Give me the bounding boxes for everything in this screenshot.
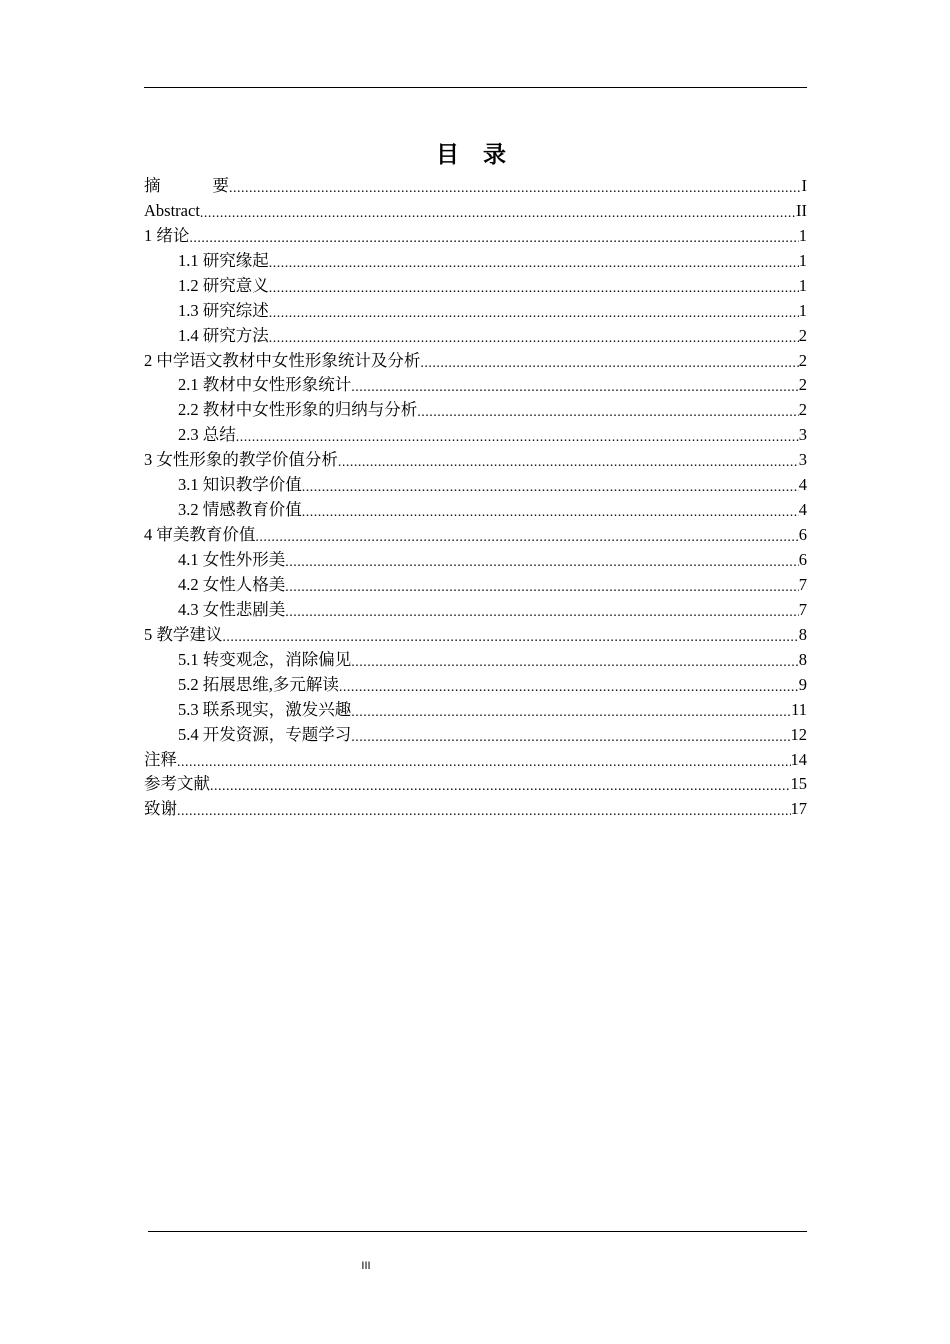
toc-entry-label: 5.4 开发资源，专题学习: [178, 724, 352, 744]
toc-entry[interactable]: [144, 199, 807, 224]
toc-entry[interactable]: [144, 797, 807, 822]
dot-leader: [229, 174, 802, 199]
dot-leader: [177, 748, 791, 773]
toc-entry-label: 2.3 总结: [178, 425, 236, 445]
toc-entry-label: 4.2 女性人格美: [178, 574, 286, 594]
dot-leader: [339, 673, 799, 698]
toc-entry[interactable]: [144, 374, 807, 399]
toc-entry-page: 8: [798, 624, 807, 644]
toc-entry-page: 7: [798, 574, 807, 594]
toc-entry-page: 2: [798, 400, 807, 420]
toc-entry-label: 摘 要: [144, 175, 229, 195]
toc-entry[interactable]: [144, 748, 807, 773]
toc-entry[interactable]: [144, 523, 807, 548]
toc-entry-label: 2.1 教材中女性形象统计: [178, 375, 352, 395]
toc-entry-label: 4.3 女性悲剧美: [178, 599, 286, 619]
dot-leader: [200, 199, 796, 224]
table-of-contents: [144, 174, 807, 822]
toc-entry-page: 7: [798, 599, 807, 619]
toc-title: 目 录: [435, 142, 514, 168]
dot-leader: [351, 723, 790, 748]
toc-entry[interactable]: [144, 498, 807, 523]
toc-entry-label: Abstract: [144, 200, 200, 220]
toc-entry-label: 3.2 情感教育价值: [178, 500, 302, 520]
toc-entry[interactable]: [144, 548, 807, 573]
toc-entry-label: 2.2 教材中女性形象的归纳与分析: [178, 400, 418, 420]
dot-leader: [420, 349, 798, 374]
dot-leader: [417, 398, 799, 423]
toc-entry[interactable]: [144, 598, 807, 623]
toc-entry-page: 1: [798, 275, 807, 295]
dot-leader: [236, 423, 799, 448]
toc-entry-page: 1: [798, 225, 807, 245]
toc-entry-page: 2: [798, 375, 807, 395]
toc-entry-label: 4.1 女性外形美: [178, 550, 286, 570]
toc-entry[interactable]: [144, 249, 807, 274]
dot-leader: [285, 598, 799, 623]
toc-entry-page: 11: [791, 699, 807, 719]
dot-leader: [189, 224, 798, 249]
toc-entry-label: 1 绪论: [144, 225, 190, 245]
dot-leader: [269, 249, 799, 274]
toc-entry-label: 5.2 拓展思维,多元解读: [178, 674, 339, 694]
toc-entry[interactable]: [144, 648, 807, 673]
toc-entry-label: 1.1 研究缘起: [178, 250, 269, 270]
dot-leader: [302, 473, 799, 498]
dot-leader: [269, 274, 799, 299]
toc-entry-page: 3: [798, 450, 807, 470]
dot-leader: [351, 648, 799, 673]
toc-entry-page: I: [801, 175, 807, 195]
toc-entry-label: 5.3 联系现实，激发兴趣: [178, 699, 352, 719]
toc-entry-label: 1.4 研究方法: [178, 325, 269, 345]
dot-leader: [255, 523, 798, 548]
toc-entry-page: 14: [790, 749, 807, 769]
dot-leader: [302, 498, 799, 523]
toc-entry[interactable]: [144, 349, 807, 374]
toc-entry[interactable]: [144, 623, 807, 648]
toc-entry-label: 注释: [144, 749, 177, 769]
footer-rule: [148, 1231, 807, 1232]
dot-leader: [269, 299, 799, 324]
toc-entry-page: 17: [790, 799, 807, 819]
dot-leader: [351, 374, 799, 399]
toc-entry-label: 5 教学建议: [144, 624, 223, 644]
toc-entry-label: 3.1 知识教学价值: [178, 475, 302, 495]
toc-entry-page: 4: [798, 500, 807, 520]
toc-entry-page: 6: [798, 525, 807, 545]
toc-entry[interactable]: [144, 723, 807, 748]
toc-entry-page: 1: [798, 300, 807, 320]
toc-entry-label: 2 中学语文教材中女性形象统计及分析: [144, 350, 421, 370]
header-rule: [144, 87, 807, 88]
toc-entry-label: 5.1 转变观念，消除偏见: [178, 649, 352, 669]
toc-entry-page: 2: [798, 325, 807, 345]
toc-entry-label: 致谢: [144, 799, 177, 819]
toc-entry-label: 参考文献: [144, 774, 210, 794]
dot-leader: [338, 448, 799, 473]
toc-entry-label: 1.3 研究综述: [178, 300, 269, 320]
dot-leader: [285, 548, 799, 573]
toc-entry[interactable]: [144, 324, 807, 349]
toc-entry[interactable]: [144, 698, 807, 723]
page-number: III: [361, 1260, 371, 1272]
toc-entry-label: 3 女性形象的教学价值分析: [144, 450, 338, 470]
toc-entry[interactable]: [144, 224, 807, 249]
toc-entry[interactable]: [144, 673, 807, 698]
dot-leader: [222, 623, 798, 648]
toc-entry[interactable]: [144, 299, 807, 324]
dot-leader: [285, 573, 799, 598]
toc-entry[interactable]: [144, 174, 807, 199]
toc-entry[interactable]: [144, 773, 807, 798]
toc-entry-page: 6: [798, 550, 807, 570]
toc-entry-page: 15: [790, 774, 807, 794]
dot-leader: [269, 324, 799, 349]
toc-entry-page: 12: [790, 724, 807, 744]
toc-entry[interactable]: [144, 448, 807, 473]
toc-entry-page: 8: [798, 649, 807, 669]
toc-entry[interactable]: [144, 398, 807, 423]
toc-entry-page: 1: [798, 250, 807, 270]
toc-entry[interactable]: [144, 274, 807, 299]
toc-entry-page: 4: [798, 475, 807, 495]
toc-entry[interactable]: [144, 473, 807, 498]
dot-leader: [177, 797, 791, 822]
toc-entry-page: 3: [798, 425, 807, 445]
toc-entry-label: 1.2 研究意义: [178, 275, 269, 295]
dot-leader: [351, 698, 791, 723]
toc-entry[interactable]: [144, 573, 807, 598]
dot-leader: [210, 773, 791, 798]
toc-entry-page: II: [796, 200, 807, 220]
toc-entry-page: 9: [798, 674, 807, 694]
toc-entry[interactable]: [144, 423, 807, 448]
toc-entry-page: 2: [798, 350, 807, 370]
toc-entry-label: 4 审美教育价值: [144, 525, 256, 545]
